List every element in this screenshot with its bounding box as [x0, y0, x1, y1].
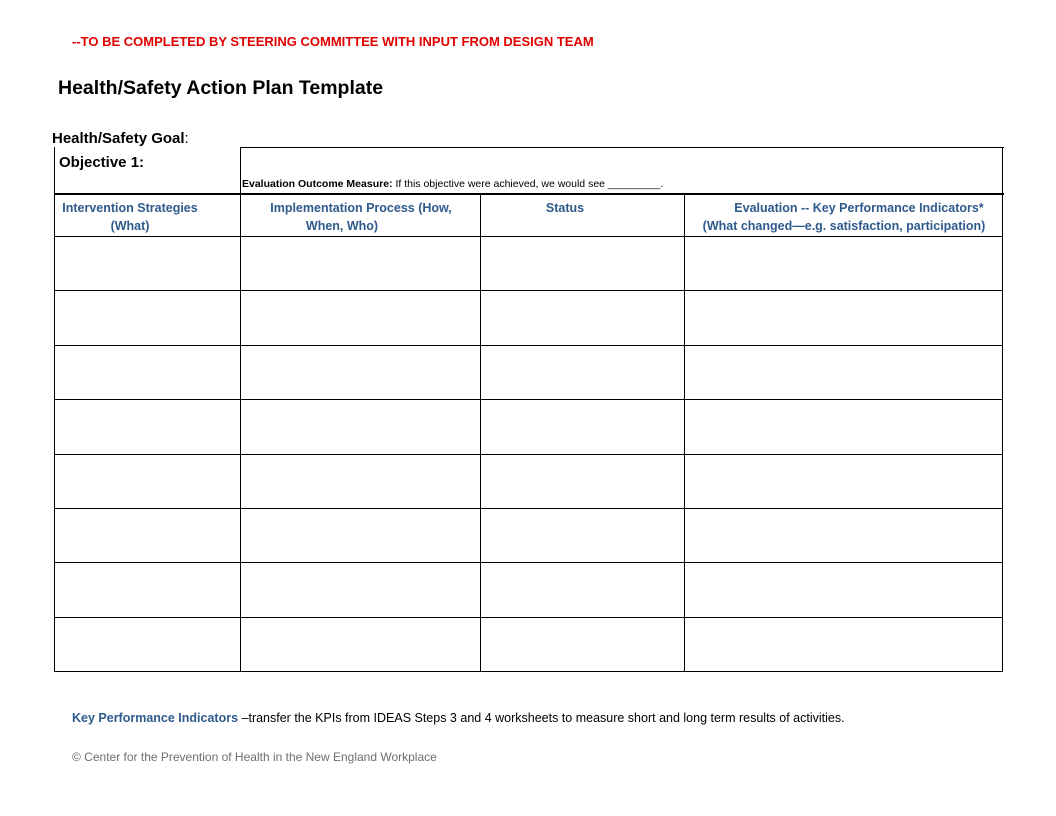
- row-line: [54, 617, 1003, 618]
- goal-colon: :: [184, 130, 189, 147]
- kpi-description: –transfer the KPIs from IDEAS Steps 3 and 4 worksheets to measure short and long term results of activities.: [238, 711, 845, 725]
- row-line: [54, 399, 1003, 400]
- objective-left-border: [54, 147, 55, 193]
- instruction-banner: --TO BE COMPLETED BY STEERING COMMITTEE WITH INPUT FROM DESIGN TEAM: [72, 34, 594, 49]
- evaluation-measure-label: Evaluation Outcome Measure:: [242, 178, 393, 190]
- table-top-border: [240, 147, 1004, 148]
- column-line-1: [54, 193, 55, 672]
- table-bottom-border: [54, 671, 1003, 672]
- column-header-evaluation-kpi: [686, 199, 1002, 235]
- row-line: [54, 454, 1003, 455]
- goal-label: Health/Safety Goal: [52, 130, 185, 147]
- row-line: [54, 508, 1003, 509]
- row-line: [54, 562, 1003, 563]
- column-header-implementation-process: [241, 199, 481, 235]
- column-header-line: Status: [545, 201, 585, 215]
- page-title: Health/Safety Action Plan Template: [58, 77, 384, 99]
- objective-label: Objective 1:: [59, 154, 145, 171]
- column-header-intervention-strategies: [55, 199, 205, 235]
- column-line-5: [1002, 193, 1003, 672]
- objective-divider: [240, 147, 241, 193]
- evaluation-measure-text: If this objective were achieved, we would see _________.: [392, 178, 664, 190]
- column-line-4: [684, 193, 685, 672]
- column-header-line: When, Who): [305, 219, 379, 233]
- column-header-line: Intervention Strategies: [62, 201, 198, 215]
- row-line: [54, 290, 1003, 291]
- kpi-term: Key Performance Indicators: [72, 711, 239, 725]
- column-header-line: (What changed—e.g. satisfaction, participation): [702, 219, 986, 233]
- column-header-line: Evaluation -- Key Performance Indicators*: [734, 201, 984, 215]
- row-line: [54, 345, 1003, 346]
- header-bottom-border: [54, 236, 1003, 237]
- column-line-3: [480, 193, 481, 672]
- column-header-status: [481, 199, 649, 217]
- kpi-footnote: [72, 711, 845, 725]
- objective-right-border: [1002, 147, 1003, 193]
- evaluation-outcome-measure: [242, 178, 663, 190]
- copyright-notice: © Center for the Prevention of Health in the New England Workplace: [72, 750, 437, 764]
- column-line-2: [240, 193, 241, 672]
- column-header-line: (What): [110, 219, 150, 233]
- column-header-line: Implementation Process (How,: [270, 201, 452, 215]
- objective-bottom-border: [54, 193, 1004, 195]
